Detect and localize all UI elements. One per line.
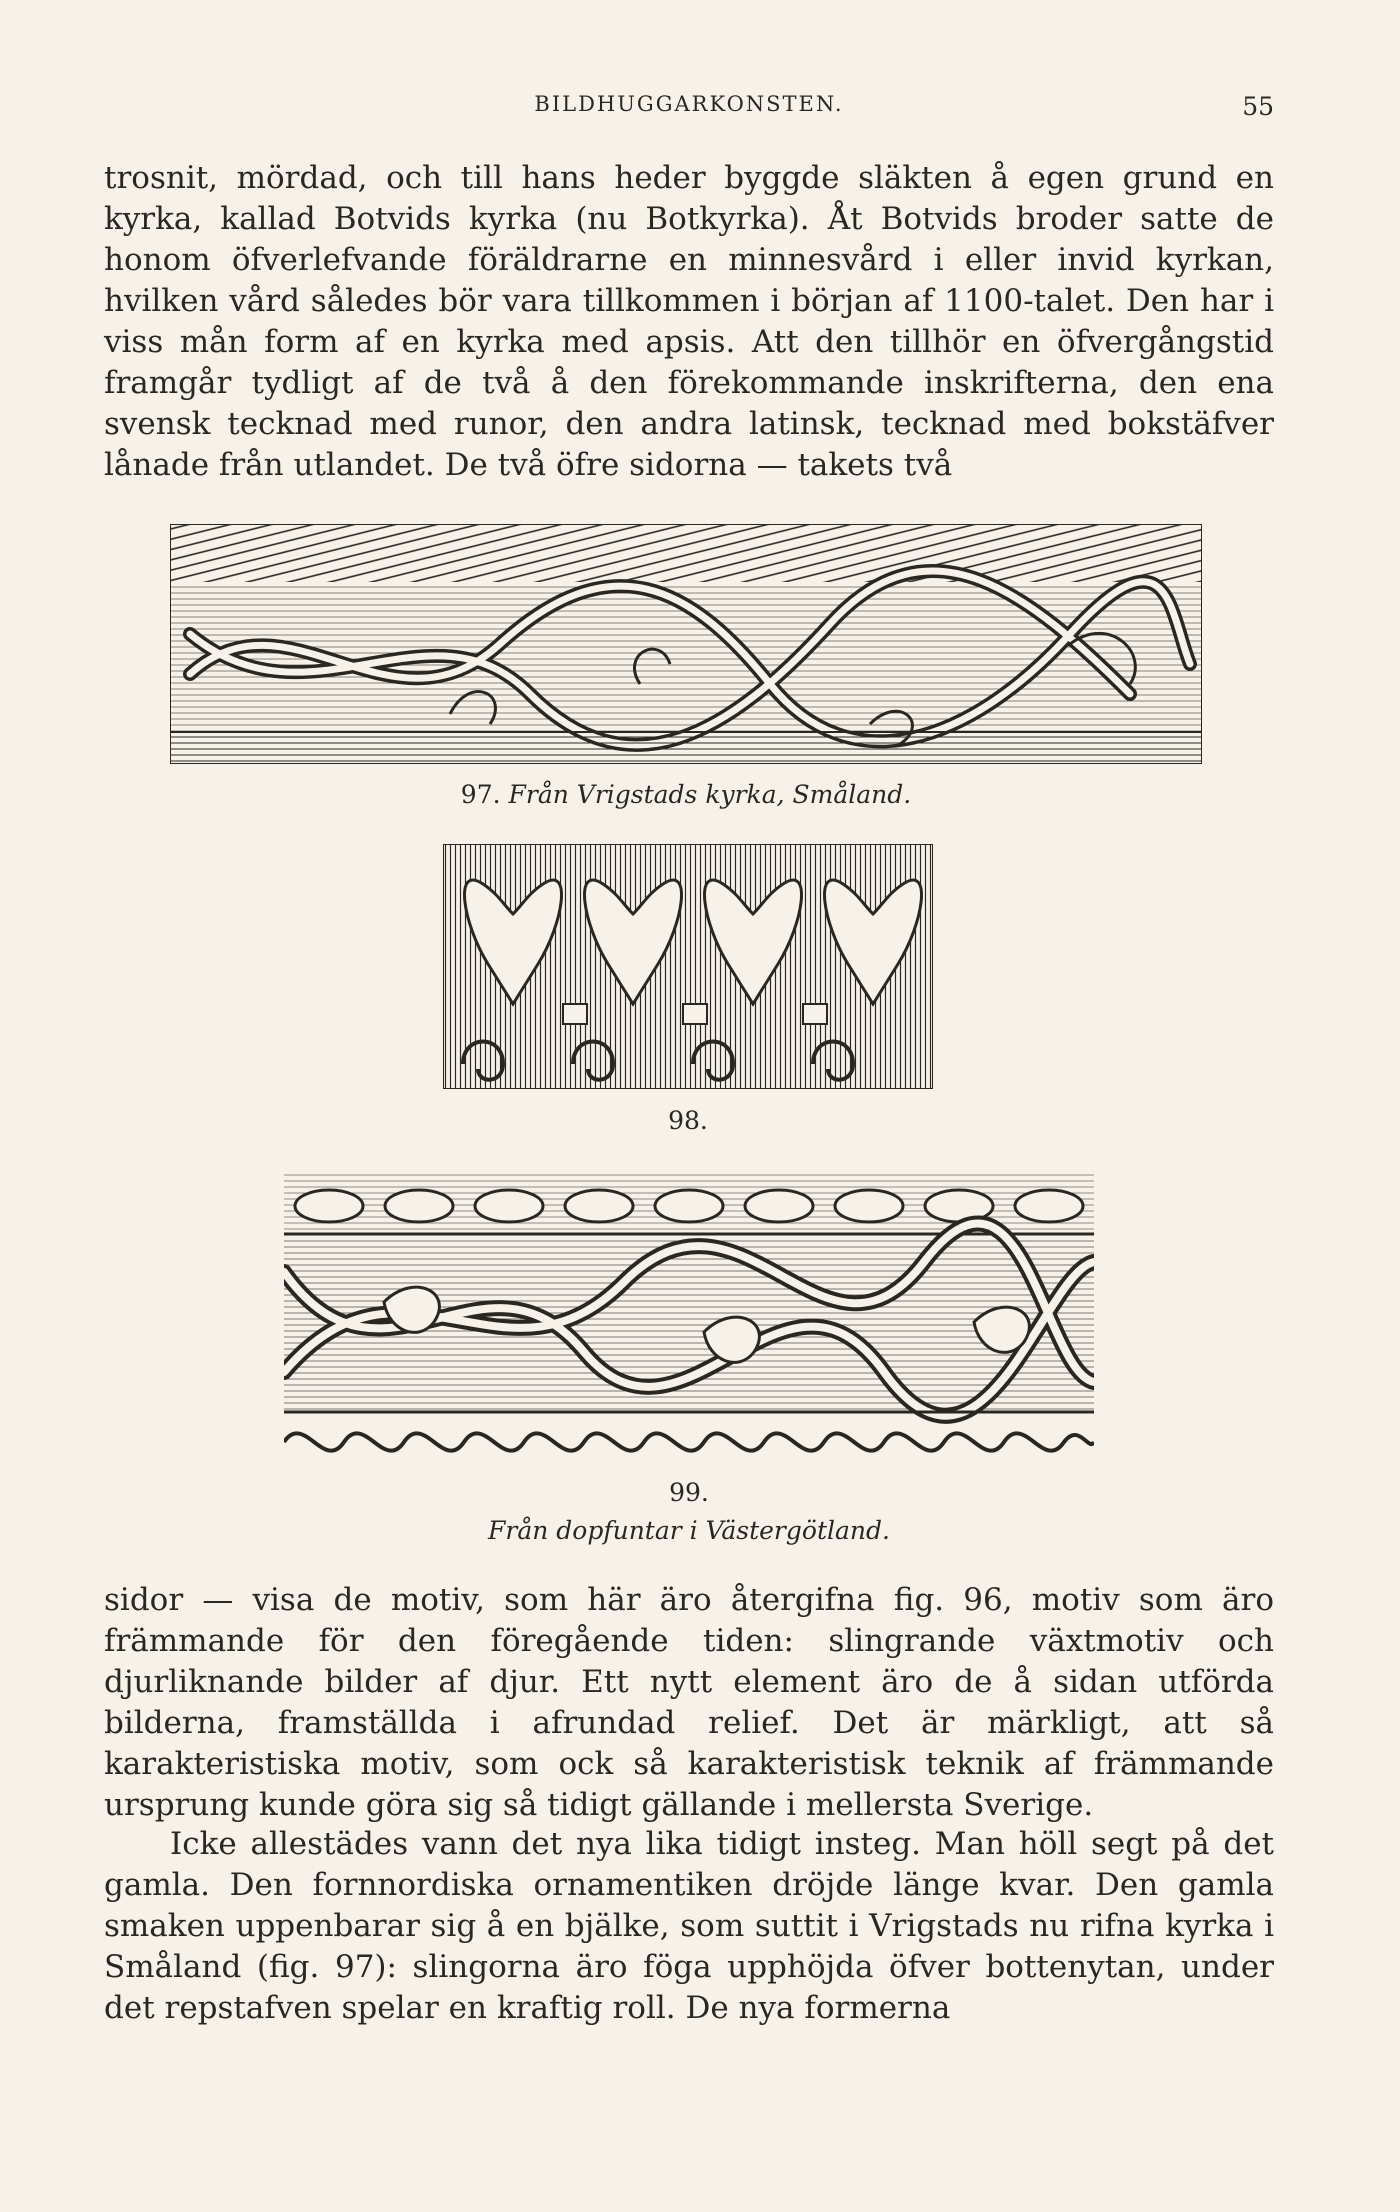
figure-97-caption-text: Från Vrigstads kyrka, Småland. [508,780,912,809]
figure-99-engraving [284,1172,1094,1462]
page-header [104,92,1274,132]
figure-97-engraving [170,524,1202,764]
figure-99-caption-text: Från dopfuntar i Västergötland. [488,1516,890,1545]
paragraph-3: Icke allestädes vann det nya lika tidigt insteg. Man höll segt på det gamla. Den fornnordiska ornamentiken dröjde länge kvar. Den gamla smaken uppenbarar sig å en bjälke, som suttit i Vrigstads nu rifna kyrka i Småland (fig. 97): slingorna äro föga upphöjda öfver bottenytan, under det repstafven spelar en kraftig roll. De nya formerna [104,1826,1274,2026]
paragraph-1: trosnit, mördad, och till hans heder byggde släkten å egen grund en kyrka, kallad Botvids kyrka (nu Botkyrka). Åt Botvids broder satte de honom öfverlefvande föräldrarne en minnesvård i eller invid kyrkan, hvilken vård således bör vara tillkommen i början af 1100-talet. Den har i viss mån form af en kyrka med apsis. Att den tillhör en öfvergångstid framgår tydligt af de två å den förekommande inskrifterna, den ena svensk tecknad med runor, den andra latinsk, tecknad med bokstäfver lånade från utlandet. De två öfre sidorna — takets två [104,160,1274,483]
figure-97 [170,524,1202,824]
figure-97-caption [170,780,1202,809]
page-number: 55 [1242,92,1274,121]
figure-98 [443,844,933,1144]
figure-98-caption [443,1106,933,1135]
figure-97-number: 97. [460,780,501,809]
paragraph-2: sidor — visa de motiv, som här äro återgifna fig. 96, motiv som äro främmande för den föregående tiden: slingrande växtmotiv och djurliknande bilder af djur. Ett nytt element äro de å sidan utförda bilderna, framställda i afrundad relief. Det är märkligt, att så karakteristiska motiv, som ock så karakteristisk teknik af främmande ursprung kunde göra sig så tidigt gällande i mellersta Sverige. [104,1582,1274,1823]
figure-99-number: 99. [669,1478,709,1507]
figure-98-engraving [443,844,933,1089]
running-title: BILDHUGGARKONSTEN. [534,92,844,116]
figure-98-number: 98. [668,1106,708,1135]
figure-99 [284,1172,1094,1552]
